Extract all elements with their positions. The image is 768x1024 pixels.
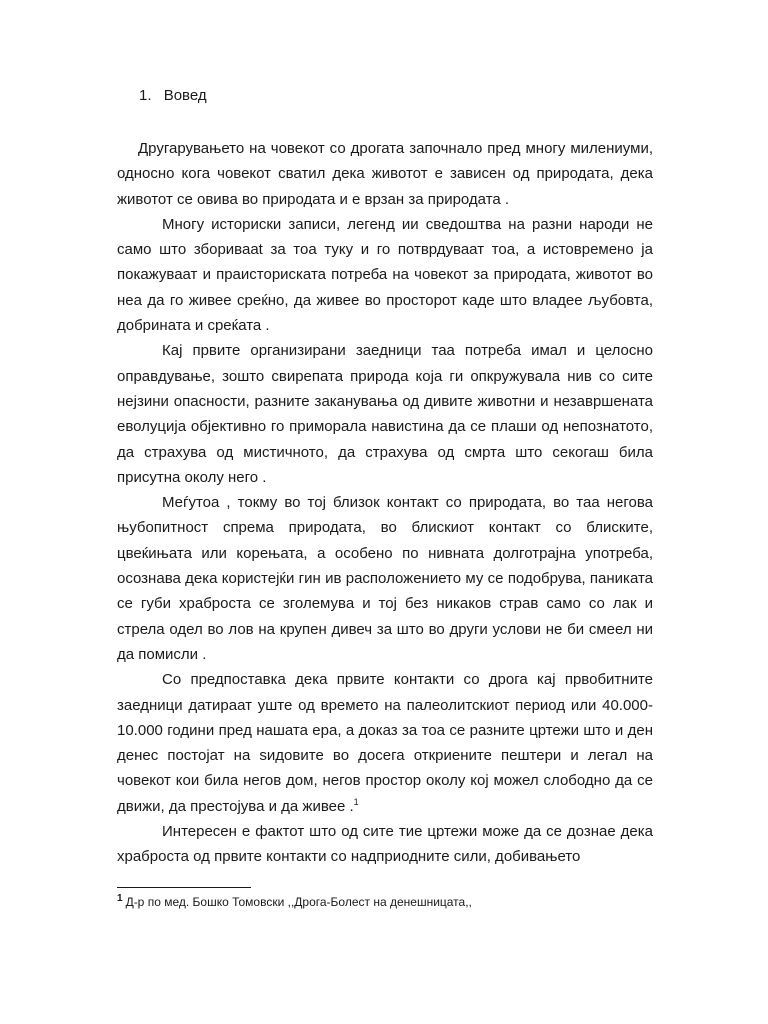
paragraph-5	[117, 667, 653, 819]
footnote-text: Д-р по мед. Бошко Томовски ,,Дрога-Болест на денешницата,,	[125, 895, 472, 909]
paragraph-4: Меѓутоа , токму во тој близок контакт со природата, во таа негова њубопитност спрема природата, во блискиот контакт со блиските, цвеќињата или корењата, а особено по нивната долготрајна употреба, осознава дека користејќи гин ив расположението му се подобрува, паниката се губи храброста се зголемува и тој без никаков страв само со лак и стрела одел во лов на крупен дивеч за што во други услови не би смеел ни да помисли .	[117, 494, 653, 663]
footnote	[117, 894, 472, 910]
footnote-mark: 1	[117, 893, 123, 904]
paragraph-6: Интересен е фактот што од сите тие цртежи може да се дознае дека храброста од првите контакти со надприодните сили, добивањето	[117, 823, 653, 866]
section-heading	[139, 86, 207, 106]
section-title: Вовед	[163, 87, 207, 104]
section-number: 1.	[139, 87, 152, 104]
footnote-separator	[117, 887, 251, 888]
footnote-reference: 1	[353, 796, 359, 807]
paragraph-3: Кај првите организирани заедници таа потреба имал и целосно оправдување, зошто свирепата природа која ги опкружувала нив со сите нејзини опасности, разните заканувања од дивите животни и незавршената еволуција објективно го приморала навистина да се плаши од непознатото, да страхува од мистичното, да страхува од смрта што секогаш била присутна околу него .	[117, 342, 653, 486]
body-text	[117, 136, 653, 870]
paragraph-1: Другарувањето на човекот со дрогата започнало пред многу милениуми, односно кога човекот сватил дека животот е зависен од природата, дека животот се овива во природата и е врзан за природата .	[117, 140, 653, 208]
paragraph-5-text: Со предпоставка дека првите контакти со дрога кај првобитните заедници датираат уште од времето на палеолитскиот период или 40.000-10.000 години пред нашата ера, а доказ за тоа се разните цртежи што и ден денес постојат на ѕидовите во досега откриените пештери и легал на човекот кои била негов дом, негов простор околу кој можел слободно да се движи, да престојува и да живее .	[117, 671, 653, 815]
paragraph-2: Многу историски записи, легенд ии сведоштва на разни народи не само што зборивааt за тоа туку и го потврдуваат тоа, а истовремено ја покажуваат и праисториската потреба на човекот за природата, животот во неа да го живее среќно, да живее во просторот каде што владее љубовта, добрината и среќата .	[117, 215, 653, 335]
